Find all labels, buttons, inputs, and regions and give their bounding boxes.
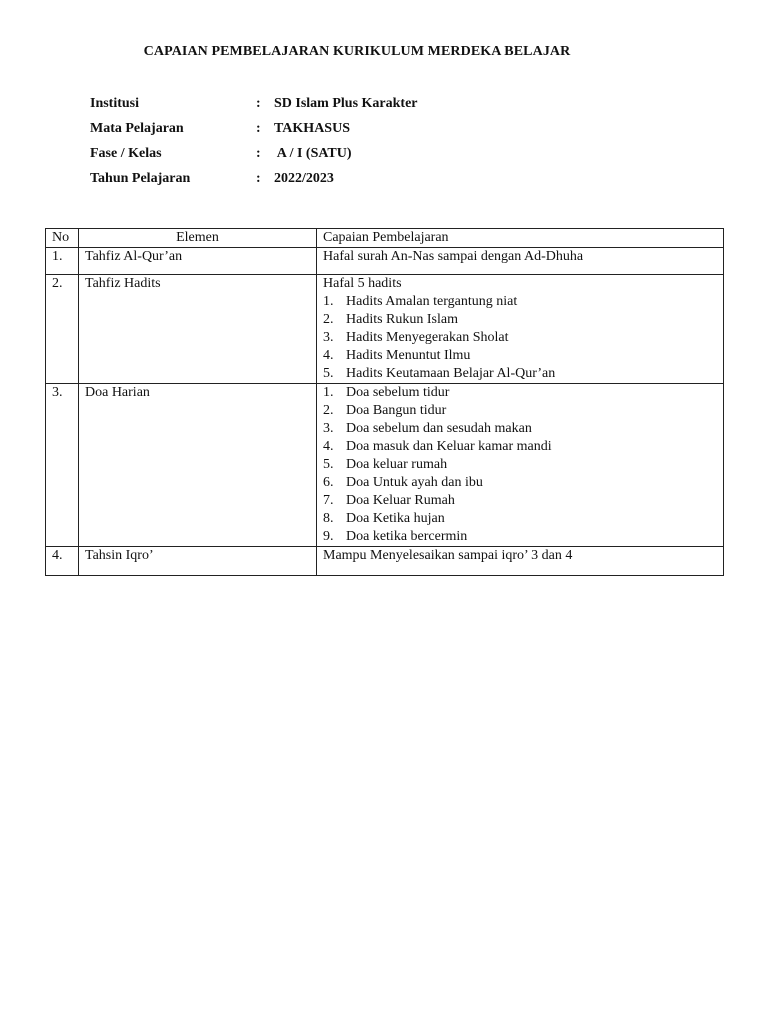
cell-no: 4. — [46, 547, 79, 576]
list-item: 3. Doa sebelum dan sesudah makan — [323, 421, 532, 436]
cell-capaian: Hafal surah An-Nas sampai dengan Ad-Dhuha — [317, 248, 724, 275]
header-capaian: Capaian Pembelajaran — [317, 229, 724, 248]
list-item: 5. Doa keluar rumah — [323, 457, 448, 472]
hadits-list — [323, 293, 717, 383]
list-item: 8. Doa Ketika hujan — [323, 511, 445, 526]
info-value: A / I (SATU) — [274, 146, 352, 161]
header-elemen: Elemen — [79, 229, 317, 248]
cell-no: 1. — [46, 248, 79, 275]
capaian-intro: Hafal 5 hadits — [323, 276, 402, 291]
header-no: No — [46, 229, 79, 248]
cell-elemen: Tahfiz Al-Qur’an — [79, 248, 317, 275]
info-row-tahun-pelajaran — [90, 169, 418, 194]
info-colon: : — [256, 96, 261, 111]
list-item: 9. Doa ketika bercermin — [323, 529, 468, 544]
cell-elemen: Tahfiz Hadits — [79, 275, 317, 384]
cell-elemen: Tahsin Iqro’ — [79, 547, 317, 576]
list-item: 7. Doa Keluar Rumah — [323, 493, 455, 508]
info-block — [90, 94, 418, 194]
document-title: CAPAIAN PEMBELAJARAN KURIKULUM MERDEKA BELAJAR — [143, 44, 571, 59]
table-header-row — [46, 229, 724, 248]
info-row-mata-pelajaran — [90, 119, 418, 144]
doa-list — [323, 384, 717, 546]
list-item: 5. Hadits Keutamaan Belajar Al-Qur’an — [323, 366, 556, 381]
list-item: 6. Doa Untuk ayah dan ibu — [323, 475, 483, 490]
table-row — [46, 547, 724, 576]
list-item: 2. Hadits Rukun Islam — [323, 312, 458, 327]
cell-capaian — [317, 384, 724, 547]
info-colon: : — [256, 171, 261, 186]
cell-no: 3. — [46, 384, 79, 547]
info-label: Fase / Kelas — [90, 146, 162, 161]
table-row — [46, 384, 724, 547]
cell-no: 2. — [46, 275, 79, 384]
list-item: 1. Hadits Amalan tergantung niat — [323, 294, 518, 309]
capaian-table — [45, 228, 724, 576]
table-row — [46, 248, 724, 275]
info-colon: : — [256, 146, 261, 161]
list-item: 4. Doa masuk dan Keluar kamar mandi — [323, 439, 552, 454]
table-row — [46, 275, 724, 384]
list-item: 3. Hadits Menyegerakan Sholat — [323, 330, 509, 345]
list-item: 1. Doa sebelum tidur — [323, 385, 450, 400]
info-row-fase-kelas — [90, 144, 418, 169]
info-colon: : — [256, 121, 261, 136]
info-label: Mata Pelajaran — [90, 121, 184, 136]
info-value: SD Islam Plus Karakter — [274, 96, 418, 111]
info-label: Tahun Pelajaran — [90, 171, 191, 186]
cell-capaian: Mampu Menyelesaikan sampai iqro’ 3 dan 4 — [317, 547, 724, 576]
info-value: TAKHASUS — [274, 121, 350, 136]
list-item: 4. Hadits Menuntut Ilmu — [323, 348, 471, 363]
cell-elemen: Doa Harian — [79, 384, 317, 547]
info-value: 2022/2023 — [274, 171, 334, 186]
list-item: 2. Doa Bangun tidur — [323, 403, 447, 418]
cell-capaian — [317, 275, 724, 384]
info-label: Institusi — [90, 96, 140, 111]
info-row-institusi — [90, 94, 418, 119]
